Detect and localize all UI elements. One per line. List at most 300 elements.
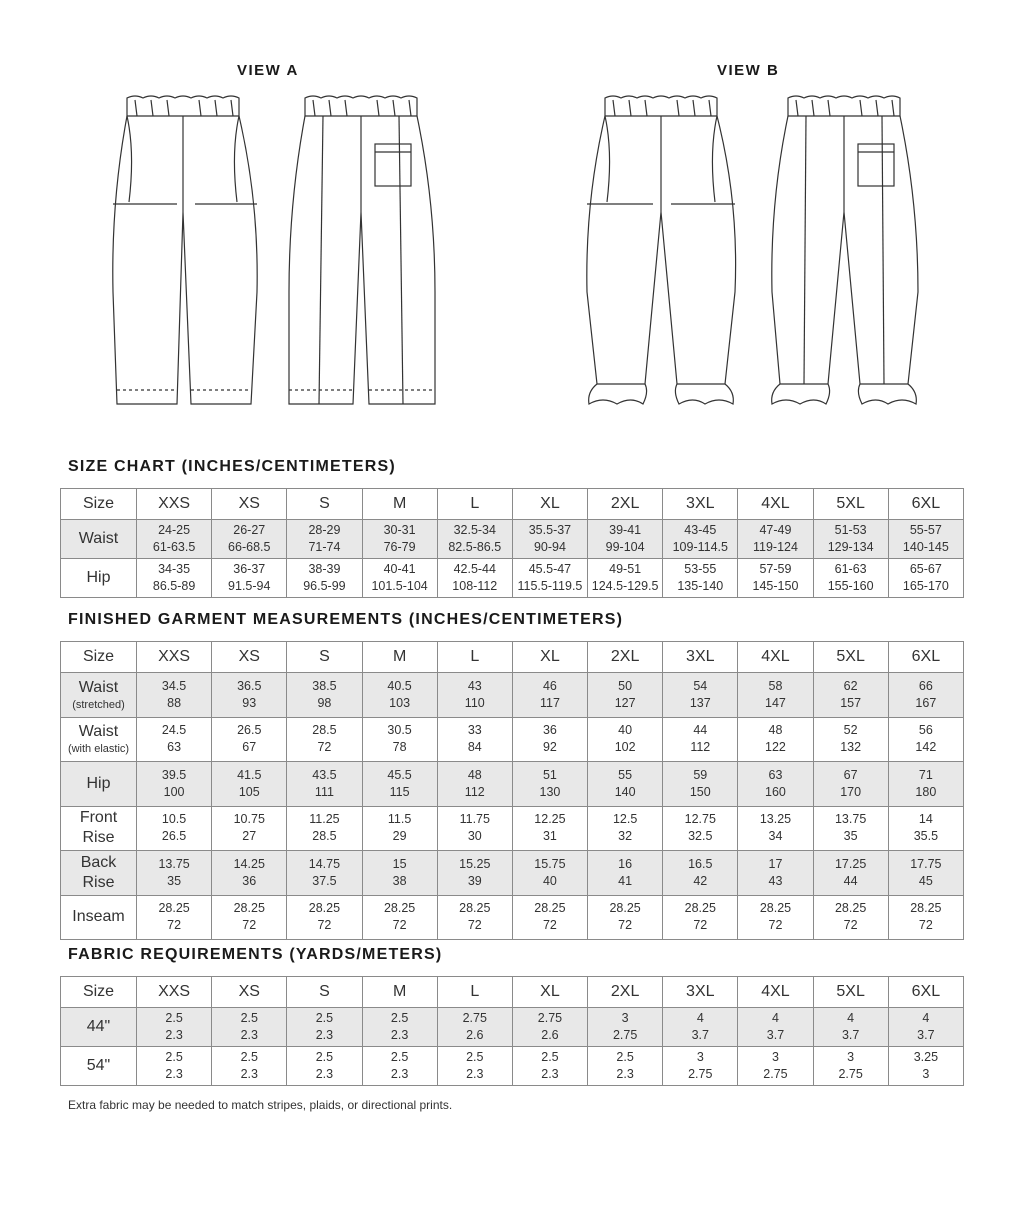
imperial-value: 11.75	[459, 812, 490, 827]
view-b-front-illustration	[583, 92, 743, 410]
imperial-value: 28.25	[308, 901, 341, 916]
measurement-cell	[137, 1008, 212, 1047]
metric-value: 2.3	[390, 1028, 409, 1042]
measurement-cell	[287, 717, 362, 762]
imperial-value: 63	[768, 767, 783, 782]
imperial-value: 4	[922, 1011, 930, 1025]
imperial-value: 53-55	[684, 562, 717, 576]
metric-value: 71-74	[308, 540, 341, 554]
measurement-cell	[137, 762, 212, 807]
metric-value: 90-94	[533, 540, 566, 554]
measurement-cell	[663, 717, 738, 762]
metric-value: 140-145	[902, 540, 949, 554]
imperial-value: 28.25	[233, 901, 265, 916]
measurement-cell	[437, 851, 512, 896]
size-header-xxs: XXS	[137, 489, 212, 520]
measurement-cell	[813, 559, 888, 598]
imperial-value: 14.75	[308, 856, 341, 871]
metric-value: 130	[539, 784, 561, 799]
row-label	[61, 1047, 137, 1086]
table-header-row	[61, 642, 964, 673]
metric-value: 98	[317, 695, 332, 710]
measurement-cell	[588, 520, 663, 559]
imperial-value: 43-45	[684, 523, 717, 537]
table-header-row	[61, 977, 964, 1008]
metric-value: 41	[618, 873, 633, 888]
row-label	[61, 559, 137, 598]
imperial-value: 62	[843, 678, 858, 693]
imperial-value: 45.5-47	[528, 562, 572, 576]
measurement-cell	[738, 1008, 813, 1047]
imperial-value: 48	[768, 723, 783, 738]
measurement-cell	[813, 717, 888, 762]
metric-value: 72	[467, 918, 482, 933]
measurement-cell	[137, 717, 212, 762]
measurement-cell	[663, 520, 738, 559]
measurement-cell	[738, 673, 813, 718]
metric-value: 72	[317, 918, 332, 933]
imperial-value: 15.75	[534, 856, 566, 871]
measurement-cell	[512, 559, 587, 598]
measurement-cell	[588, 559, 663, 598]
imperial-value: 44	[693, 723, 708, 738]
metric-value: 2.3	[165, 1028, 183, 1042]
table-row	[61, 717, 964, 762]
metric-value: 110	[464, 695, 485, 710]
measurement-cell	[212, 520, 287, 559]
measurement-cell	[888, 1047, 963, 1086]
size-column-header: Size	[61, 977, 137, 1008]
measurement-cell	[437, 1008, 512, 1047]
row-label	[61, 762, 137, 807]
metric-value: 100	[163, 784, 185, 799]
metric-value: 103	[389, 695, 411, 710]
imperial-value: 33	[467, 723, 482, 738]
metric-value: 167	[915, 695, 937, 710]
metric-value: 66-68.5	[228, 540, 271, 554]
metric-value: 42	[693, 873, 708, 888]
measurement-cell	[588, 1047, 663, 1086]
measurement-cell	[287, 762, 362, 807]
metric-value: 102	[614, 740, 636, 755]
row-label-text: Waist	[78, 530, 119, 547]
imperial-value: 38-39	[308, 562, 341, 576]
metric-value: 78	[392, 740, 407, 755]
imperial-value: 49-51	[609, 562, 642, 576]
imperial-value: 36-37	[233, 562, 266, 576]
imperial-value: 2.5	[541, 1050, 559, 1064]
size-header-2xl: 2XL	[588, 977, 663, 1008]
metric-value: 40	[542, 873, 557, 888]
measurement-cell	[287, 559, 362, 598]
imperial-value: 36.5	[237, 678, 262, 693]
view-b-back-illustration	[766, 92, 926, 410]
imperial-value: 59	[693, 767, 708, 782]
table-row	[61, 762, 964, 807]
metric-value: 117	[539, 695, 560, 710]
imperial-value: 2.75	[462, 1011, 487, 1025]
size-header-xxs: XXS	[137, 977, 212, 1008]
measurement-cell	[663, 762, 738, 807]
imperial-value: 28.25	[684, 901, 716, 916]
metric-value: 72	[317, 740, 332, 755]
table-header-row	[61, 489, 964, 520]
size-header-6xl: 6XL	[888, 642, 963, 673]
measurement-cell	[813, 895, 888, 940]
row-label-text: Waist	[78, 723, 119, 741]
imperial-value: 28.25	[383, 901, 416, 916]
row-label	[61, 806, 137, 851]
metric-value: 137	[689, 695, 711, 710]
imperial-value: 2.5	[315, 1050, 334, 1064]
metric-value: 160	[765, 784, 786, 799]
imperial-value: 32.5-34	[453, 523, 496, 537]
measurement-cell	[212, 806, 287, 851]
imperial-value: 11.5	[387, 812, 412, 827]
metric-value: 112	[690, 740, 711, 755]
measurement-cell	[738, 1047, 813, 1086]
size-header-l: L	[437, 642, 512, 673]
metric-value: 135-140	[677, 579, 724, 593]
imperial-value: 57-59	[759, 562, 792, 576]
metric-value: 72	[768, 918, 783, 933]
metric-value: 39	[467, 873, 482, 888]
measurement-cell	[362, 1047, 437, 1086]
measurement-cell	[137, 806, 212, 851]
measurement-cell	[437, 1047, 512, 1086]
measurement-cell	[663, 851, 738, 896]
metric-value: 3.7	[691, 1028, 709, 1042]
size-header-xxs: XXS	[137, 642, 212, 673]
imperial-value: 58	[768, 678, 783, 693]
row-label	[61, 895, 137, 940]
metric-value: 86.5-89	[152, 579, 196, 593]
imperial-value: 3	[847, 1050, 855, 1064]
row-label-text-line2: Rise	[82, 873, 115, 891]
metric-value: 96.5-99	[303, 579, 346, 593]
measurement-cell	[512, 717, 587, 762]
row-label-text: 54"	[86, 1057, 111, 1074]
measurement-cell	[738, 762, 813, 807]
metric-value: 28.5	[312, 829, 337, 844]
imperial-value: 17	[768, 856, 783, 871]
size-header-s: S	[287, 642, 362, 673]
row-label	[61, 673, 137, 718]
row-label	[61, 717, 137, 762]
size-header-6xl: 6XL	[888, 977, 963, 1008]
fabric-requirements-title: FABRIC REQUIREMENTS (YARDS/METERS)	[68, 946, 443, 963]
imperial-value: 34-35	[158, 562, 191, 576]
imperial-value: 45.5	[387, 767, 412, 782]
imperial-value: 51	[542, 767, 557, 782]
size-header-s: S	[287, 977, 362, 1008]
metric-value: 140	[614, 784, 636, 799]
metric-value: 3.7	[841, 1028, 860, 1042]
size-header-xl: XL	[512, 642, 587, 673]
measurement-cell	[287, 851, 362, 896]
imperial-value: 10.75	[233, 812, 265, 827]
row-label	[61, 520, 137, 559]
measurement-cell	[588, 762, 663, 807]
size-header-l: L	[437, 489, 512, 520]
metric-value: 44	[843, 873, 858, 888]
measurement-cell	[588, 717, 663, 762]
imperial-value: 17.75	[910, 856, 942, 871]
measurement-cell	[888, 762, 963, 807]
imperial-value: 11.25	[309, 812, 340, 827]
metric-value: 122	[765, 740, 786, 755]
measurement-cell	[888, 559, 963, 598]
measurement-cell	[212, 895, 287, 940]
measurement-cell	[437, 806, 512, 851]
measurement-cell	[437, 717, 512, 762]
imperial-value: 38.5	[312, 678, 337, 693]
metric-value: 72	[843, 918, 858, 933]
size-header-4xl: 4XL	[738, 977, 813, 1008]
imperial-value: 3	[621, 1011, 629, 1025]
imperial-value: 2.5	[165, 1050, 183, 1064]
imperial-value: 61-63	[834, 562, 867, 576]
measurement-cell	[813, 851, 888, 896]
measurement-cell	[512, 806, 587, 851]
measurement-cell	[212, 1008, 287, 1047]
size-header-3xl: 3XL	[663, 642, 738, 673]
measurement-cell	[888, 520, 963, 559]
imperial-value: 56	[918, 723, 933, 738]
metric-value: 72	[242, 918, 257, 933]
metric-value: 72	[918, 918, 933, 933]
measurement-cell	[663, 673, 738, 718]
metric-value: 32.5	[688, 829, 713, 844]
metric-value: 88	[167, 695, 182, 710]
measurement-cell	[437, 559, 512, 598]
measurement-cell	[588, 851, 663, 896]
size-header-2xl: 2XL	[588, 489, 663, 520]
metric-value: 45	[918, 873, 933, 888]
finished-measurements-title: FINISHED GARMENT MEASUREMENTS (INCHES/CENTIMETERS)	[68, 611, 624, 628]
imperial-value: 15	[392, 856, 407, 871]
imperial-value: 71	[918, 767, 933, 782]
measurement-cell	[663, 1047, 738, 1086]
measurement-cell	[512, 1008, 587, 1047]
imperial-value: 2.5	[165, 1011, 183, 1025]
imperial-value: 12.5	[612, 812, 638, 827]
measurement-cell	[512, 520, 587, 559]
metric-value: 36	[242, 873, 257, 888]
measurement-cell	[137, 895, 212, 940]
metric-value: 132	[840, 740, 862, 755]
table-row	[61, 806, 964, 851]
imperial-value: 66	[918, 678, 933, 693]
measurement-cell	[738, 717, 813, 762]
imperial-value: 15.25	[459, 856, 491, 871]
imperial-value: 4	[771, 1011, 779, 1025]
imperial-value: 28.25	[158, 901, 190, 916]
metric-value: 30	[467, 829, 482, 844]
metric-value: 99-104	[605, 540, 645, 554]
imperial-value: 2.75	[537, 1011, 563, 1025]
measurement-cell	[512, 1047, 587, 1086]
metric-value: 63	[167, 740, 182, 755]
measurement-cell	[362, 851, 437, 896]
row-label	[61, 1008, 137, 1047]
imperial-value: 4	[847, 1011, 855, 1025]
imperial-value: 28.5	[312, 723, 337, 738]
measurement-cell	[738, 520, 813, 559]
view-a-title: VIEW A	[237, 62, 299, 79]
imperial-value: 51-53	[834, 523, 867, 537]
size-header-4xl: 4XL	[738, 642, 813, 673]
metric-value: 2.3	[390, 1067, 409, 1081]
metric-value: 3.7	[917, 1028, 935, 1042]
metric-value: 37.5	[312, 873, 337, 888]
measurement-cell	[362, 806, 437, 851]
metric-value: 109-114.5	[672, 540, 728, 554]
row-label-note: (with elastic)	[67, 743, 130, 756]
imperial-value: 24.5	[161, 723, 187, 738]
measurement-cell	[362, 717, 437, 762]
table-row	[61, 673, 964, 718]
measurement-cell	[663, 895, 738, 940]
metric-value: 76-79	[383, 540, 416, 554]
metric-value: 72	[392, 918, 407, 933]
measurement-cell	[362, 559, 437, 598]
measurement-cell	[212, 1047, 287, 1086]
measurement-cell	[137, 559, 212, 598]
measurement-cell	[888, 673, 963, 718]
imperial-value: 28.25	[759, 901, 792, 916]
size-header-4xl: 4XL	[738, 489, 813, 520]
measurement-cell	[888, 806, 963, 851]
imperial-value: 40	[618, 723, 633, 738]
measurement-cell	[588, 1008, 663, 1047]
row-label-text: Front	[79, 809, 118, 827]
metric-value: 27	[242, 829, 257, 844]
metric-value: 92	[542, 740, 557, 755]
imperial-value: 34.5	[161, 678, 187, 693]
measurement-cell	[588, 806, 663, 851]
measurement-cell	[212, 762, 287, 807]
measurement-cell	[362, 762, 437, 807]
measurement-cell	[362, 1008, 437, 1047]
size-header-s: S	[287, 489, 362, 520]
imperial-value: 50	[618, 678, 633, 693]
size-chart-title: SIZE CHART (INCHES/CENTIMETERS)	[68, 458, 396, 475]
view-a-front-illustration	[105, 92, 265, 410]
metric-value: 155-160	[827, 579, 874, 593]
imperial-value: 30-31	[383, 523, 416, 537]
measurement-cell	[512, 762, 587, 807]
size-header-xs: XS	[212, 977, 287, 1008]
metric-value: 145-150	[752, 579, 799, 593]
size-chart-table	[60, 488, 964, 598]
measurement-cell	[738, 851, 813, 896]
imperial-value: 28.25	[834, 901, 867, 916]
imperial-value: 4	[696, 1011, 704, 1025]
measurement-cell	[512, 673, 587, 718]
size-header-6xl: 6XL	[888, 489, 963, 520]
row-label-text: Hip	[86, 569, 111, 586]
metric-value: 165-170	[902, 579, 949, 593]
measurement-cell	[212, 717, 287, 762]
metric-value: 32	[618, 829, 633, 844]
measurement-cell	[437, 895, 512, 940]
measurement-cell	[738, 895, 813, 940]
row-label-text: Inseam	[72, 908, 125, 926]
imperial-value: 46	[542, 678, 557, 693]
imperial-value: 39.5	[161, 767, 187, 782]
imperial-value: 48	[467, 767, 482, 782]
measurement-cell	[813, 673, 888, 718]
imperial-value: 28.25	[534, 901, 566, 916]
imperial-value: 13.75	[834, 812, 867, 827]
metric-value: 142	[915, 740, 937, 755]
size-header-xl: XL	[512, 489, 587, 520]
imperial-value: 28-29	[308, 523, 341, 537]
size-column-header: Size	[61, 489, 137, 520]
measurement-cell	[663, 559, 738, 598]
metric-value: 2.3	[616, 1067, 634, 1081]
metric-value: 124.5-129.5	[591, 579, 659, 593]
measurement-cell	[437, 520, 512, 559]
metric-value: 2.3	[240, 1067, 258, 1081]
metric-value: 105	[238, 784, 260, 799]
imperial-value: 13.75	[158, 856, 190, 871]
imperial-value: 30.5	[387, 723, 412, 738]
metric-value: 3	[922, 1067, 930, 1081]
size-header-5xl: 5XL	[813, 489, 888, 520]
view-a-back-illustration	[283, 92, 443, 410]
measurement-cell	[437, 762, 512, 807]
table-row	[61, 520, 964, 559]
measurement-cell	[588, 895, 663, 940]
imperial-value: 3.25	[913, 1050, 939, 1064]
imperial-value: 2.5	[390, 1050, 409, 1064]
metric-value: 2.75	[838, 1067, 863, 1081]
imperial-value: 28.25	[910, 901, 942, 916]
metric-value: 111	[314, 784, 334, 799]
size-header-3xl: 3XL	[663, 977, 738, 1008]
measurement-cell	[212, 673, 287, 718]
metric-value: 35	[843, 829, 858, 844]
imperial-value: 55-57	[909, 523, 942, 537]
imperial-value: 40-41	[383, 562, 416, 576]
metric-value: 26.5	[161, 829, 187, 844]
size-header-3xl: 3XL	[663, 489, 738, 520]
imperial-value: 16.5	[688, 856, 713, 871]
metric-value: 157	[840, 695, 862, 710]
measurement-cell	[512, 895, 587, 940]
metric-value: 101.5-104	[371, 579, 428, 593]
imperial-value: 17.25	[834, 856, 867, 871]
finished-measurements-table	[60, 641, 964, 940]
size-header-xl: XL	[512, 977, 587, 1008]
metric-value: 72	[618, 918, 633, 933]
metric-value: 119-124	[752, 540, 798, 554]
metric-value: 38	[392, 873, 407, 888]
imperial-value: 2.5	[390, 1011, 409, 1025]
measurement-cell	[588, 673, 663, 718]
size-header-xs: XS	[212, 489, 287, 520]
imperial-value: 39-41	[609, 523, 642, 537]
measurement-cell	[362, 673, 437, 718]
size-header-m: M	[362, 642, 437, 673]
imperial-value: 2.5	[466, 1050, 484, 1064]
metric-value: 2.3	[240, 1028, 258, 1042]
measurement-cell	[738, 806, 813, 851]
measurement-cell	[888, 851, 963, 896]
metric-value: 91.5-94	[228, 579, 271, 593]
